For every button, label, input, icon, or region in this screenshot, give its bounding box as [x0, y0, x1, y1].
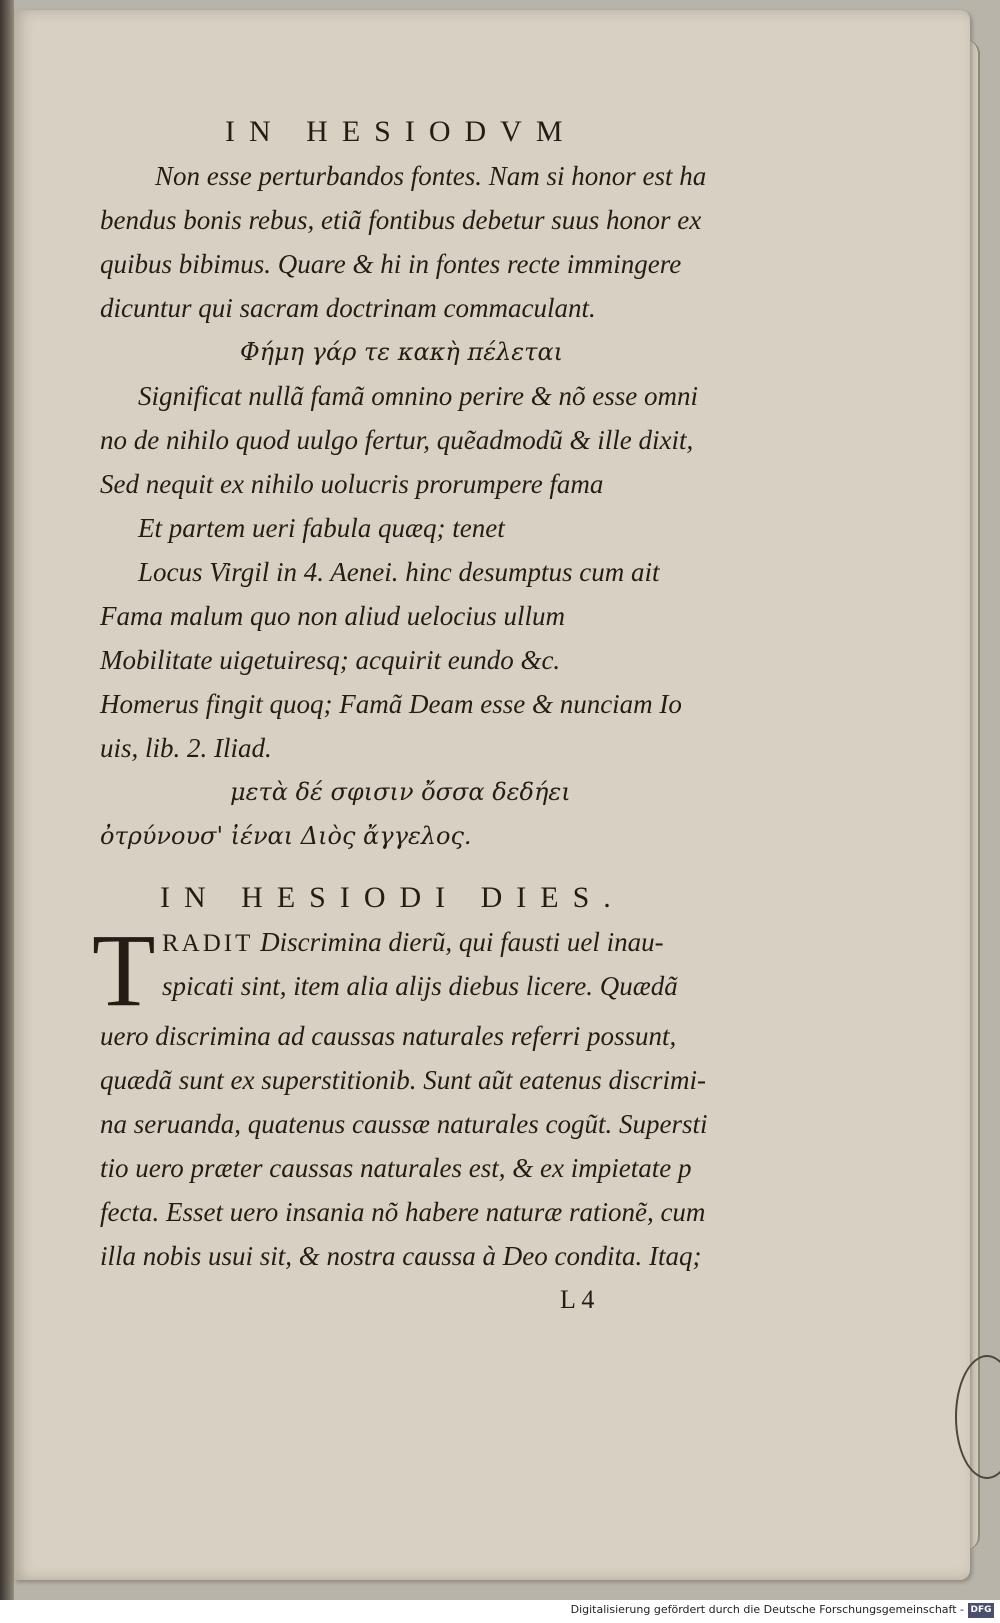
text-line: dicuntur qui sacram doctrinam commaculant.	[100, 293, 596, 323]
text-line: uis, lib. 2. Iliad.	[100, 733, 272, 763]
section-heading: IN HESIODI DIES.	[160, 881, 625, 914]
text-line: bendus bonis rebus, etiã fontibus debetur suus honor ex	[100, 205, 702, 235]
page-text	[92, 110, 820, 1322]
section-paragraph	[92, 913, 820, 1278]
first-word: RADIT	[162, 930, 254, 957]
text-line: Discrimina dierũ, qui fausti uel inau-	[260, 927, 664, 957]
text-line: fecta. Esset uero insania nõ habere naturæ rationẽ, cum	[100, 1197, 706, 1227]
text-line: Sed nequit ex nihilo uolucris prorumpere fama	[100, 469, 604, 499]
paragraph-2	[100, 374, 820, 770]
text-line: no de nihilo quod uulgo fertur, quẽadmodũ & ille dixit,	[100, 425, 694, 455]
dfg-logo: DFG	[968, 1603, 994, 1618]
footer-bar	[0, 1600, 1000, 1623]
text-line: uero discrimina ad caussas naturales referri possunt,	[100, 1021, 677, 1051]
text-line: Et partem ueri fabula quæq; tenet	[138, 513, 505, 543]
text-line: spicati sint, item alia alijs diebus licere. Quædã	[162, 971, 678, 1001]
text-line: quædã sunt ex superstitionib. Sunt aũt eatenus discrimi-	[100, 1065, 706, 1095]
text-line: Fama malum quo non aliud uelocius ullum	[100, 601, 565, 631]
greek-quote: Φήμη γάρ τε κακὴ πέλεται	[240, 338, 564, 366]
binding-edge	[0, 0, 14, 1600]
text-line: na seruanda, quatenus caussæ naturales cogũt. Supersti	[100, 1109, 708, 1139]
funding-notice: Digitalisierung gefördert durch die Deutsche Forschungsgemeinschaft -	[570, 1603, 964, 1616]
drop-cap: T	[92, 913, 156, 1028]
text-line: Locus Virgil in 4. Aenei. hinc desumptus cum ait	[138, 557, 660, 587]
running-head: IN HESIODVM	[225, 115, 577, 148]
text-line: tio uero præter caussas naturales est, & ex impietate p	[100, 1153, 692, 1183]
text-line: Mobilitate uigetuiresq; acquirit eundo &c.	[100, 645, 561, 675]
text-line: quibus bibimus. Quare & hi in fontes recte immingere	[100, 249, 682, 279]
greek-verse-line: μετὰ δέ σφισιν ὄσσα δεδήει	[230, 778, 571, 806]
signature-mark: L 4	[560, 1285, 595, 1314]
text-line: Non esse perturbandos fontes. Nam si honor est ha	[155, 161, 707, 191]
paragraph-1	[100, 154, 820, 330]
text-line: Homerus fingit quoq; Famã Deam esse & nunciam Io	[100, 689, 682, 719]
greek-verse-line: ὀτρύνουσ' ἰέναι Διὸς ἄγγελος.	[100, 822, 472, 850]
text-line: Significat nullã famã omnino perire & nõ esse omni	[138, 381, 698, 411]
text-line: illa nobis usui sit, & nostra caussa à Deo condita. Itaq;	[100, 1241, 702, 1271]
